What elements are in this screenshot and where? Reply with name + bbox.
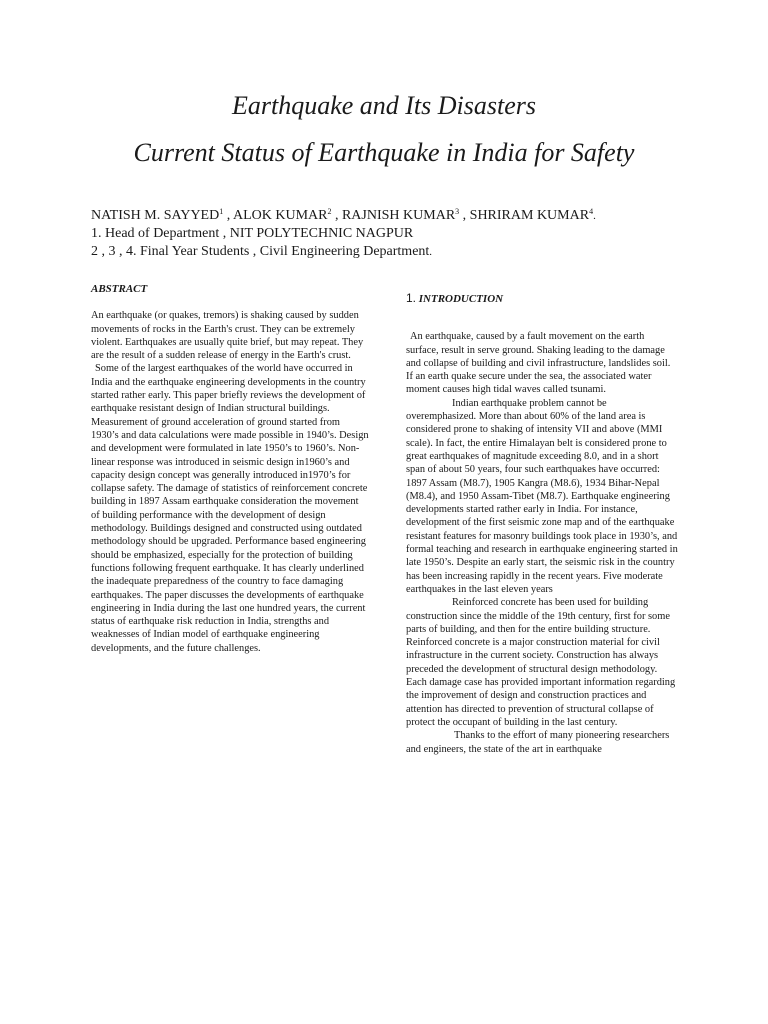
author-names <box>91 207 596 225</box>
section-number: 1. <box>406 291 417 305</box>
paper-title: Earthquake and Its Disasters <box>231 91 537 120</box>
abstract-paragraph-1: An earthquake (or quakes, tremors) is shaking caused by sudden movements of rocks in the Earth's crust. They can be extremely violent. Earthquakes are usually quite brief, but may repeat. They are the result of a sudden release of energy in the Earth's crust. <box>91 310 364 362</box>
author-3-name: , RAJNISH KUMAR <box>331 208 456 223</box>
introduction-heading <box>406 292 678 306</box>
author-1-name: NATISH M. SAYYED <box>91 208 220 223</box>
paper-subtitle: Current Status of Earthquake in India for Safety <box>133 138 635 167</box>
affiliation-2 <box>91 243 596 261</box>
author-2-sup: 2 <box>327 207 332 216</box>
introduction-paragraph-2: Indian earthquake problem cannot be overemphasized. More than about 60% of the land area is considered prone to shaking of intensity VII and above (MMI scale). In fact, the entire Himalayan belt is considered prone to great earthquakes of magnitude exceeding 8.0, and in a short span of about 50 years, four such earthquakes have occurred: 1897 Assam (M8.7), 1905 Kangra (M8.6), 1934 Bihar-Nepal (M8.4), and 1950 Assam-Tibet (M8.7). Earthquake engineering developments started rather early in India. For instance, development of the first seismic zone map and of the earthquake resistant features for masonry buildings took place in 1930’s, and formal teaching and research in earthquake engineering started in late 1950’s. Despite an early start, the seismic risk in the country has been increasing rapidly in the recent years. Five moderate earthquakes in the last eleven years <box>406 397 678 595</box>
introduction-paragraph-1: An earthquake, caused by a fault movement on the earth surface, result in serve ground. Shaking leading to the damage and collapse of building and civil infrastructure, landslides soil. If an earth quake secure under the sea, the associated water moment causes high tidal waves called tsunami. <box>406 331 671 396</box>
author-2-name: , ALOK KUMAR <box>223 208 328 223</box>
affiliation-2-dot: . <box>429 246 433 258</box>
affiliation-1: 1. Head of Department , NIT POLYTECHNIC NAGPUR <box>91 226 414 241</box>
abstract-paragraph-2: Some of the largest earthquakes of the world have occurred in India and the earthquake engineering developments in the country started rather early. This paper briefly reviews the development of earthquake resistant design of Indian structural buildings. Measurement of ground acceleration of ground started from 1930’s and data calculations were made possible in 1940’s. Design and development were formulated in late 1950’s to 1960’s. Non-linear response was introduced in seismic design in1960’s and capacity design concept was generally introduced in1970’s for collapse safety. The damage of statistics of reinforcement concrete building in 1897 Assam earthquake consideration the movement of building performance with the development of design methodology. Buildings designed and constructed using outdated methodology should be upgraded. Performance based engineering should be emphasized, especially for the protection of building functions following frequent earthquake. It has clearly underlined the inadequate preparedness of the country to face damaging earthquakes. The paper discusses the developments of earthquake engineering in India during the last one hundred years, the current status of earthquake risk reduction in India, strengths and weaknesses of Indian model of earthquake engineering developments, and the future challenges. <box>91 363 369 654</box>
author-end-dot: . <box>593 210 596 222</box>
author-block <box>91 207 596 261</box>
author-4-sup: 4 <box>589 207 594 216</box>
affiliation-2-text: 2 , 3 , 4. Final Year Students , Civil Engineering Department <box>91 244 430 259</box>
author-3-sup: 3 <box>455 207 460 216</box>
author-1-sup: 1 <box>219 207 224 216</box>
introduction-paragraph-3: Reinforced concrete has been used for building construction since the middle of the 19th century, first for some parts of building, and then for the entire building structure. Reinforced concrete is a major construction material for civil infrastructure in the current society. Construction has always preceded the development of structural design methodology. Each damage case has provided important information regarding the improvement of design and construction practices and attention has directed to prevention of structural collapse of protect the occupant of building in the last century. <box>406 597 676 728</box>
introduction-column <box>406 292 678 756</box>
introduction-paragraph-4: Thanks to the effort of many pioneering researchers and engineers, the state of the art in earthquake <box>406 730 670 755</box>
abstract-heading: ABSTRACT <box>91 283 148 295</box>
abstract-column <box>91 283 369 655</box>
section-title: INTRODUCTION <box>418 293 504 305</box>
author-4-name: , SHRIRAM KUMAR <box>459 208 590 223</box>
